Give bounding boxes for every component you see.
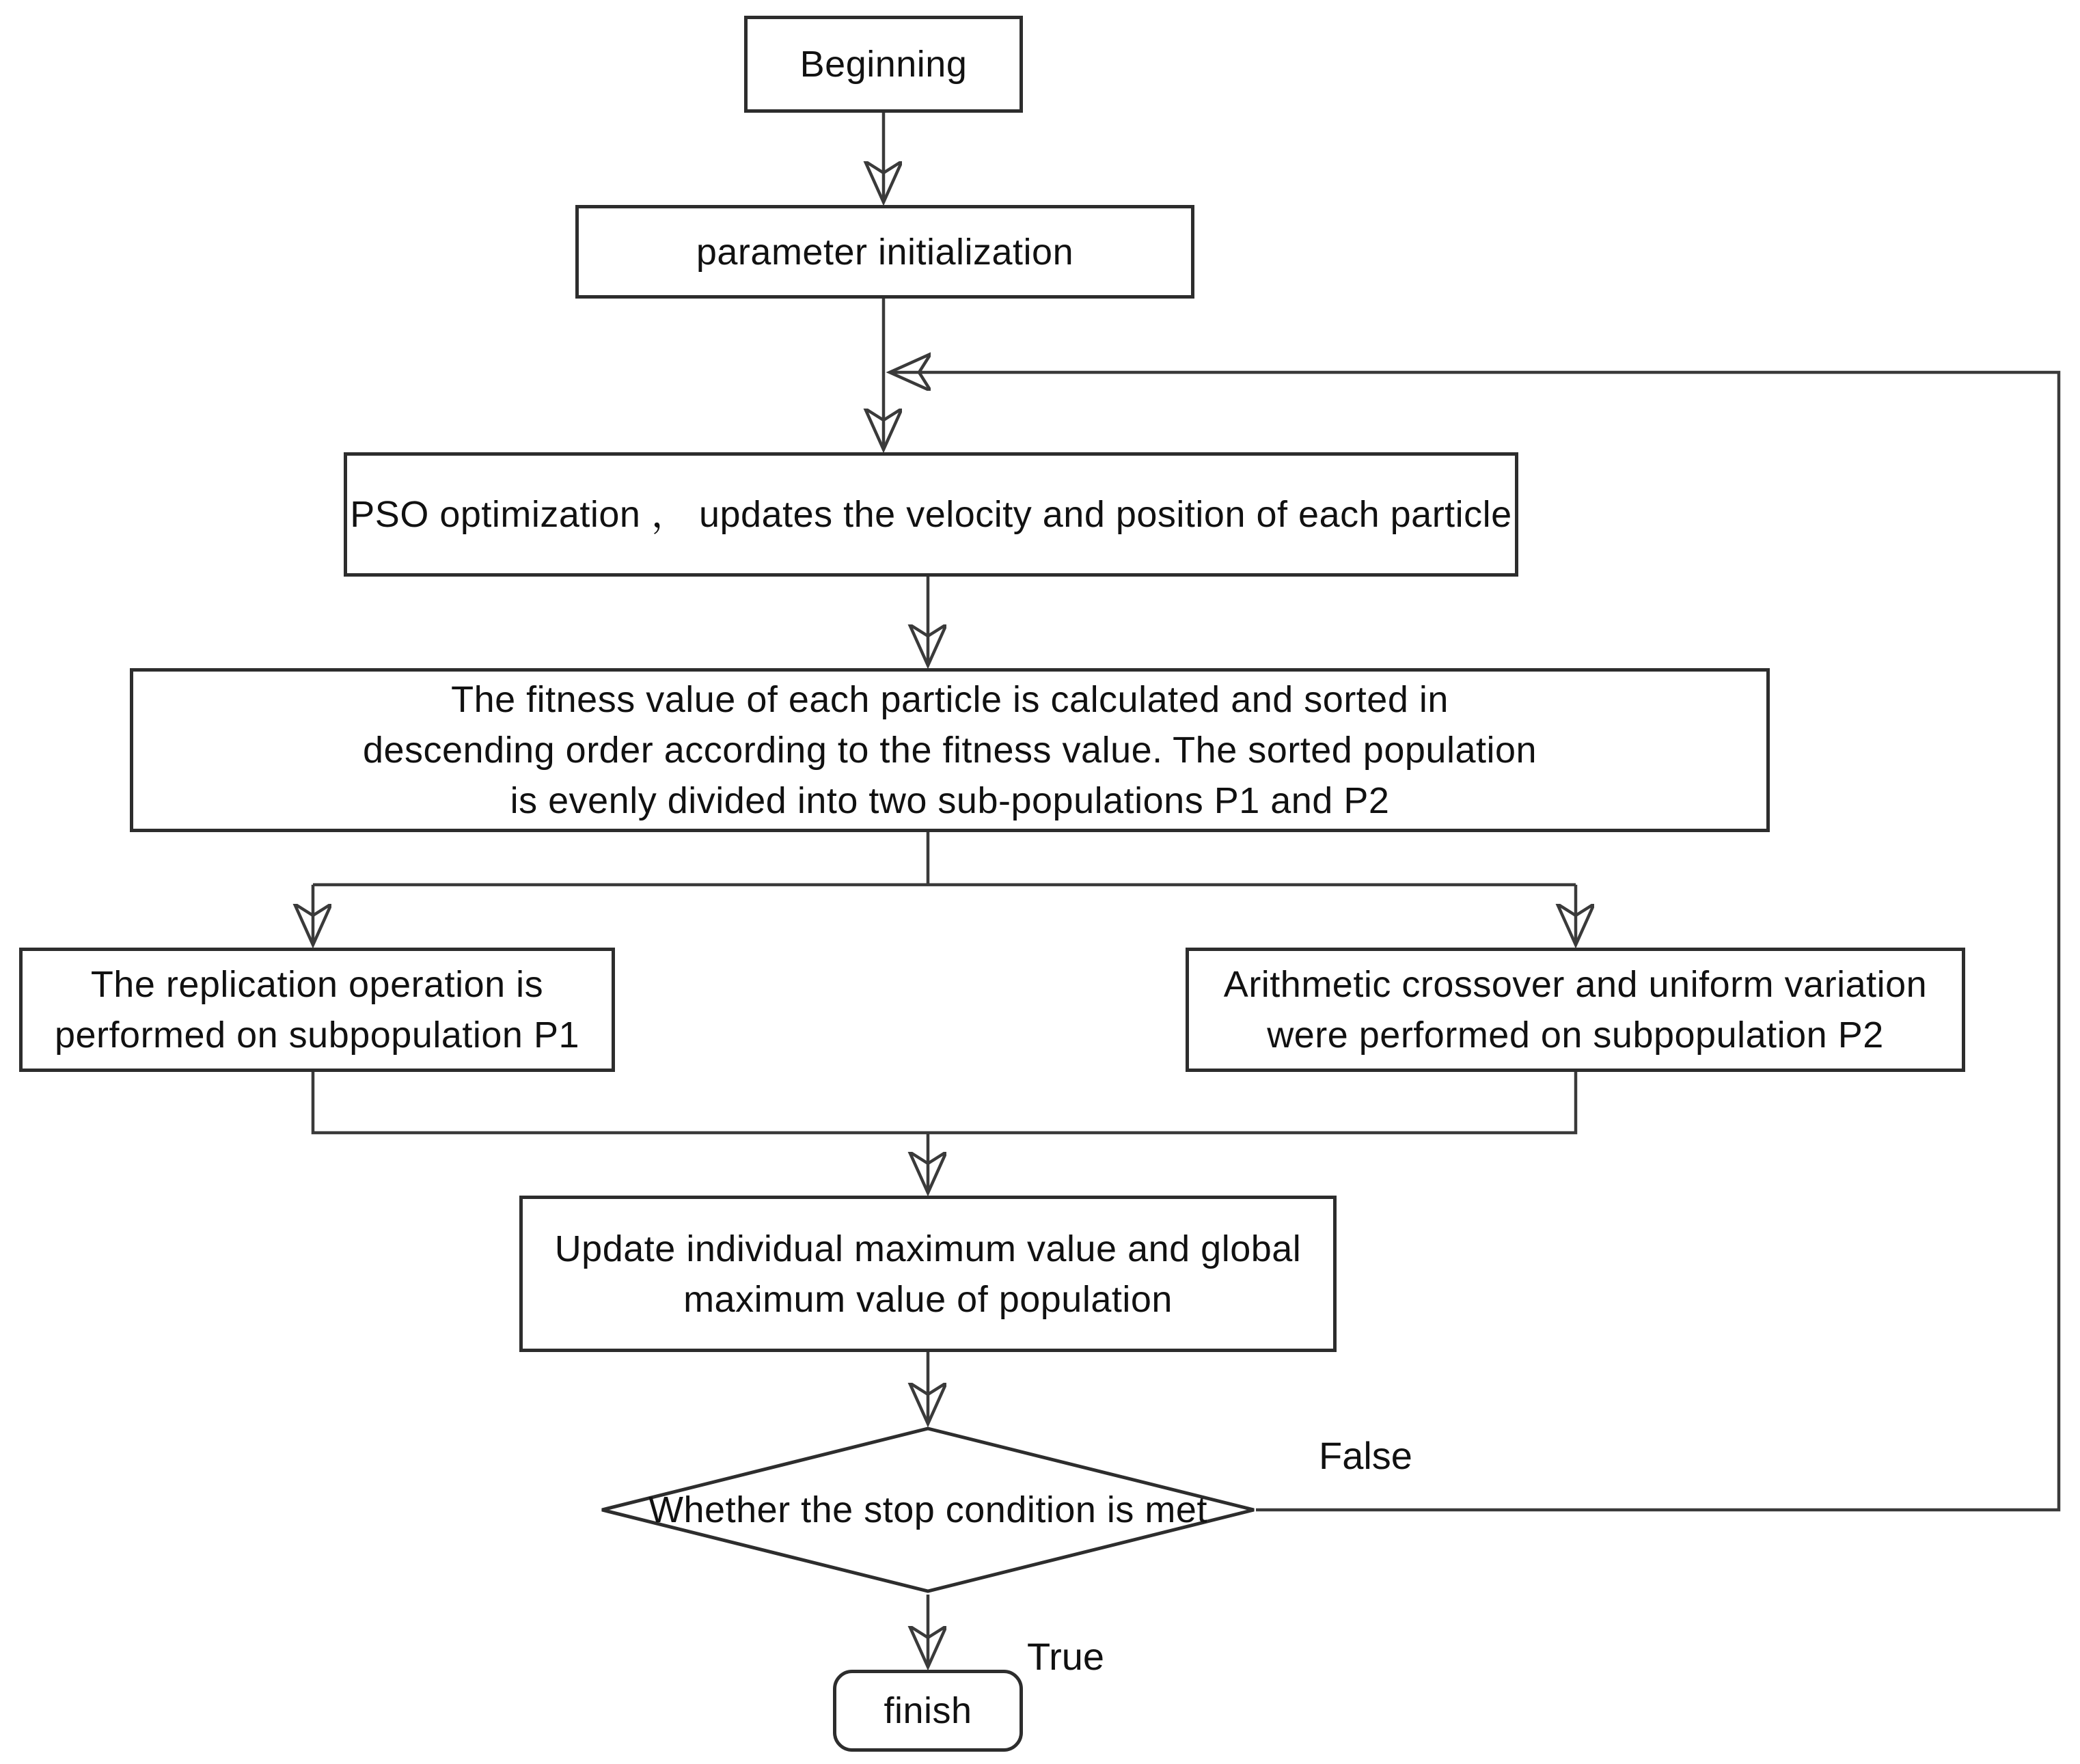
node-fitness-sort-line2: descending order according to the fitness value. The sorted population xyxy=(362,730,1537,771)
node-update-maximum-line2: maximum value of population xyxy=(683,1278,1173,1320)
node-pso-optimization-label: PSO optimization ， updates the velocity and position of each particle xyxy=(350,494,1512,535)
node-crossover-p2 xyxy=(1186,948,1965,1072)
node-finish-label: finish xyxy=(884,1690,972,1731)
node-beginning xyxy=(744,16,1023,113)
node-replication-p1-line1: The replication operation is xyxy=(90,964,544,1005)
node-parameter-initialization-label: parameter initialization xyxy=(696,231,1074,273)
node-crossover-p2-line2: were performed on subpopulation P2 xyxy=(1267,1015,1884,1056)
node-beginning-label: Beginning xyxy=(799,44,968,85)
node-finish xyxy=(833,1670,1023,1752)
node-stop-condition-label: Whether the stop condition is met xyxy=(648,1489,1207,1530)
true-branch-label: True xyxy=(1027,1635,1105,1678)
edge-merge-bar xyxy=(313,1072,1576,1133)
node-replication-p1 xyxy=(19,948,615,1072)
false-branch-label: False xyxy=(1319,1434,1412,1477)
node-stop-condition-decision xyxy=(600,1427,1256,1593)
node-pso-optimization xyxy=(344,452,1518,577)
node-fitness-sort-line3: is evenly divided into two sub-populations P1 and P2 xyxy=(510,780,1390,821)
node-replication-p1-line2: performed on subpopulation P1 xyxy=(54,1015,580,1056)
node-crossover-p2-line1: Arithmetic crossover and uniform variation xyxy=(1223,964,1928,1005)
node-update-maximum xyxy=(519,1196,1337,1352)
node-fitness-sort xyxy=(130,668,1770,832)
node-fitness-sort-line1: The fitness value of each particle is calculated and sorted in xyxy=(451,679,1449,720)
node-parameter-initialization xyxy=(575,205,1194,299)
node-update-maximum-line1: Update individual maximum value and global xyxy=(554,1228,1302,1269)
